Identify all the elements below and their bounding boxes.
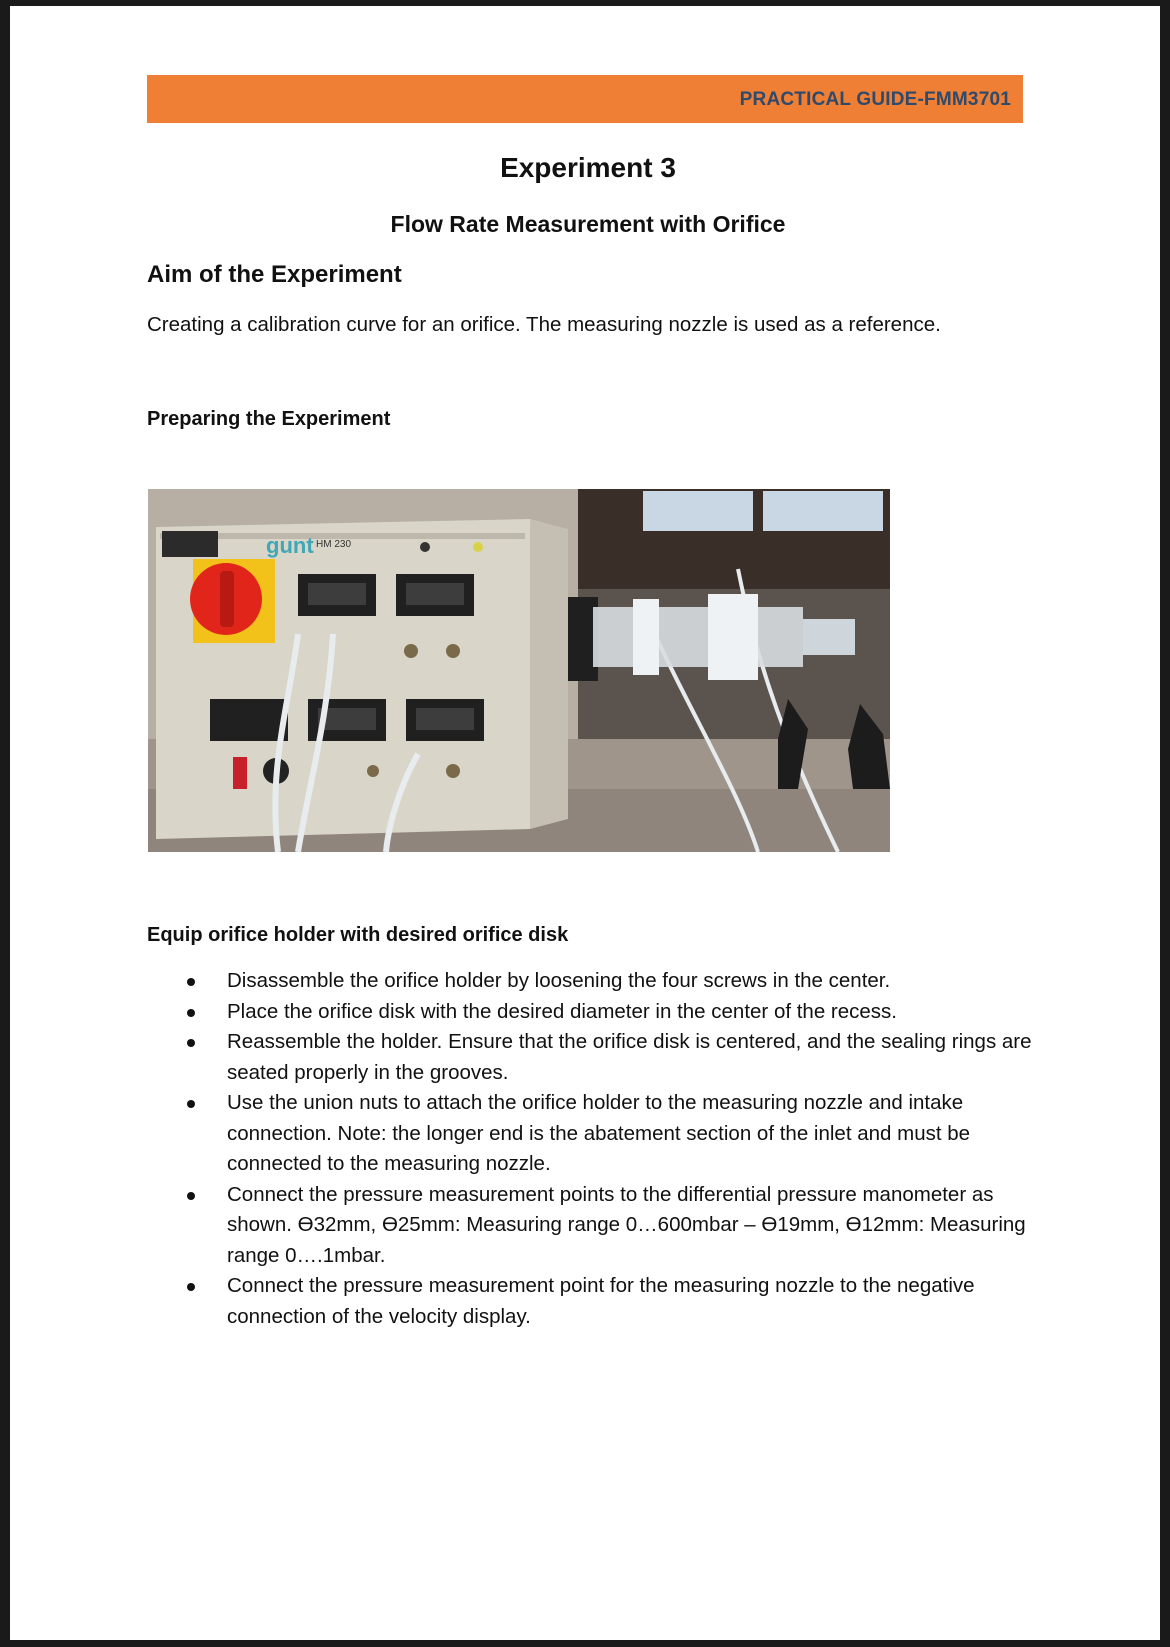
bullet-icon — [187, 1009, 195, 1017]
aim-text: Creating a calibration curve for an orifice. The measuring nozzle is used as a reference. — [147, 313, 941, 336]
preparing-heading: Preparing the Experiment — [147, 408, 391, 430]
model-label: HM 230 — [316, 539, 352, 550]
bullet-icon — [187, 1039, 195, 1047]
brand-logo: gunt — [266, 533, 314, 558]
bullet-icon — [187, 1100, 195, 1108]
aim-heading: Aim of the Experiment — [147, 261, 402, 288]
bullet-icon — [187, 978, 195, 986]
header-label: PRACTICAL GUIDE-FMM3701 — [739, 89, 1011, 110]
procedure-list — [182, 966, 1032, 1332]
list-item: Connect the pressure measurement points to the differential pressure manometer as shown. Ɵ32mm, Ɵ25mm: Measuring range 0…600mbar – Ɵ19mm, Ɵ12mm: Measuring range 0….1mbar. — [182, 1180, 1032, 1272]
document-page — [10, 6, 1160, 1640]
apparatus-photo — [148, 489, 890, 852]
list-item: Disassemble the orifice holder by loosening the four screws in the center. — [182, 966, 1032, 997]
equip-heading: Equip orifice holder with desired orifice disk — [147, 924, 569, 946]
bullet-icon — [187, 1192, 195, 1200]
bullet-icon — [187, 1283, 195, 1291]
list-item: Place the orifice disk with the desired diameter in the center of the recess. — [182, 997, 1032, 1028]
page-subtitle: Flow Rate Measurement with Orifice — [390, 211, 786, 237]
list-item: Use the union nuts to attach the orifice holder to the measuring nozzle and intake connection. Note: the longer end is the abatement section of the inlet and must be connected to the measuring nozzle. — [182, 1088, 1032, 1180]
list-item: Connect the pressure measurement point for the measuring nozzle to the negative connection of the velocity display. — [182, 1271, 1032, 1332]
page-title: Experiment 3 — [500, 152, 676, 183]
apparatus-illustration — [148, 489, 890, 852]
list-item: Reassemble the holder. Ensure that the orifice disk is centered, and the sealing rings are seated properly in the grooves. — [182, 1027, 1032, 1088]
header-bar — [147, 75, 1023, 123]
